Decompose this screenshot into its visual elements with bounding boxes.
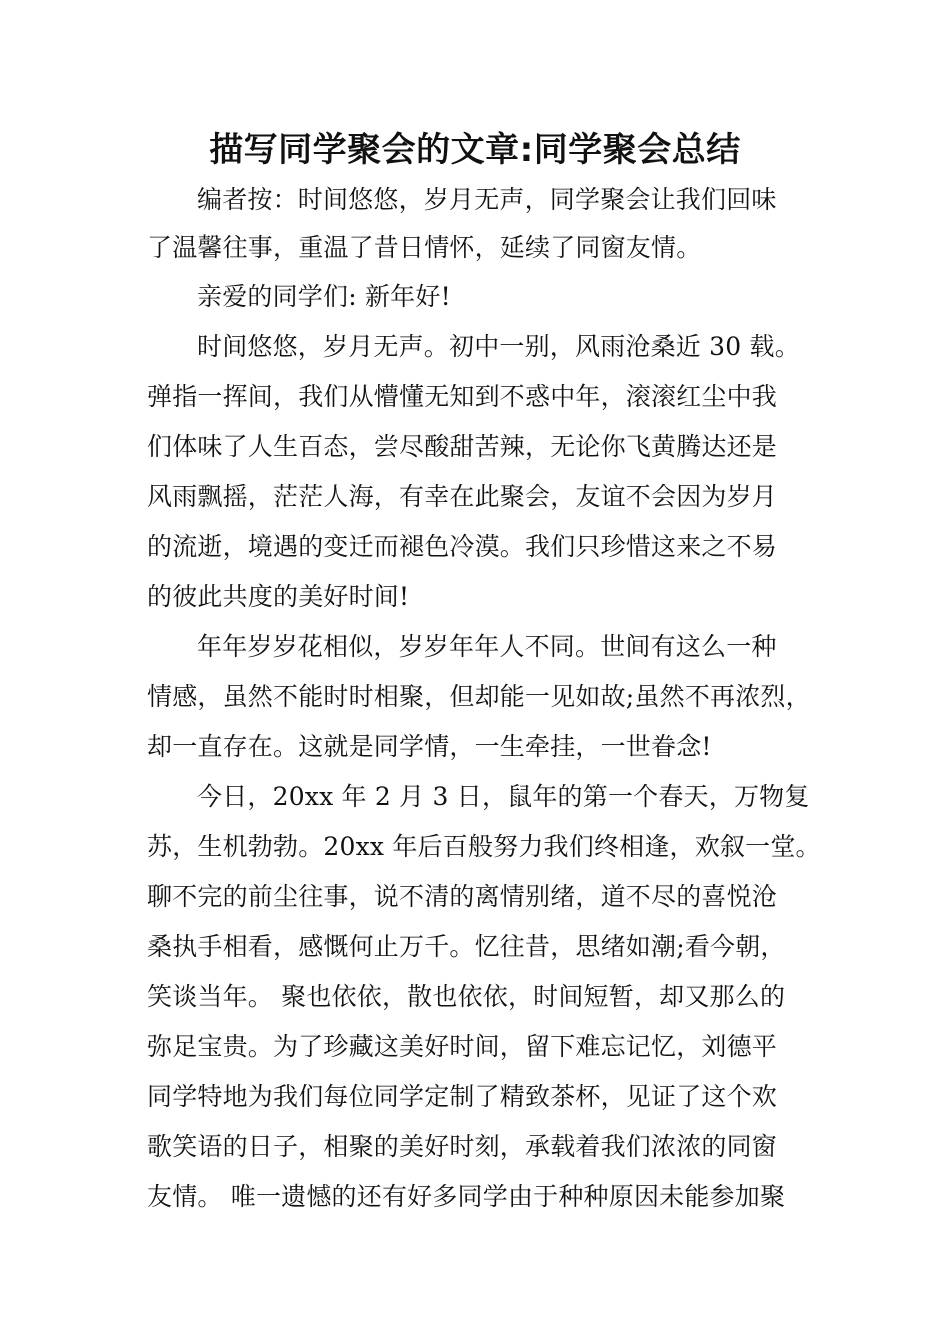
text-line: 时间悠悠，岁月无声。初中一别，风雨沧桑近 30 载。 xyxy=(197,332,800,361)
document-title: 描写同学聚会的文章:同学聚会总结 xyxy=(209,130,741,170)
text-line: 今日，20xx 年 2 月 3 日，鼠年的第一个春天，万物复 xyxy=(197,782,810,811)
text-line: 情感，虽然不能时时相聚，但却能一见如故;虽然不再浓烈， xyxy=(147,682,811,711)
text-line: 苏，生机勃勃。20xx 年后百般努力我们终相逢，欢叙一堂。 xyxy=(147,832,821,861)
text-line: 的流逝，境遇的变迁而褪色冷漠。我们只珍惜这来之不易 xyxy=(147,532,778,561)
text-line: 编者按：时间悠悠，岁月无声，同学聚会让我们回味 xyxy=(197,185,777,214)
text-line: 桑执手相看，感慨何止万千。忆往昔，思绪如潮;看今朝， xyxy=(147,932,786,961)
text-line: 弹指一挥间，我们从懵懂无知到不惑中年，滚滚红尘中我 xyxy=(147,382,778,411)
text-line: 们体味了人生百态，尝尽酸甜苦辣，无论你飞黄腾达还是 xyxy=(147,432,778,461)
text-line: 友情。 唯一遗憾的还有好多同学由于种种原因未能参加聚 xyxy=(147,1182,786,1211)
text-line: 的彼此共度的美好时间! xyxy=(147,582,410,611)
text-line: 年年岁岁花相似，岁岁年年人不同。世间有这么一种 xyxy=(197,632,777,661)
text-line: 笑谈当年。 聚也依依，散也依依，时间短暂，却又那么的 xyxy=(147,982,786,1011)
text-line: 同学特地为我们每位同学定制了精致茶杯，见证了这个欢 xyxy=(147,1082,778,1111)
text-line: 却一直存在。这就是同学情，一生牵挂，一世眷念! xyxy=(147,732,712,761)
text-line: 亲爱的同学们: 新年好! xyxy=(197,282,451,311)
text-line: 风雨飘摇，茫茫人海，有幸在此聚会，友谊不会因为岁月 xyxy=(147,482,778,511)
text-line: 弥足宝贵。为了珍藏这美好时间，留下难忘记忆，刘德平 xyxy=(147,1032,778,1061)
text-line: 了温馨往事，重温了昔日情怀，延续了同窗友情。 xyxy=(147,233,702,262)
text-line: 歌笑语的日子，相聚的美好时刻，承载着我们浓浓的同窗 xyxy=(147,1132,778,1161)
text-line: 聊不完的前尘往事，说不清的离情别绪，道不尽的喜悦沧 xyxy=(147,882,778,911)
